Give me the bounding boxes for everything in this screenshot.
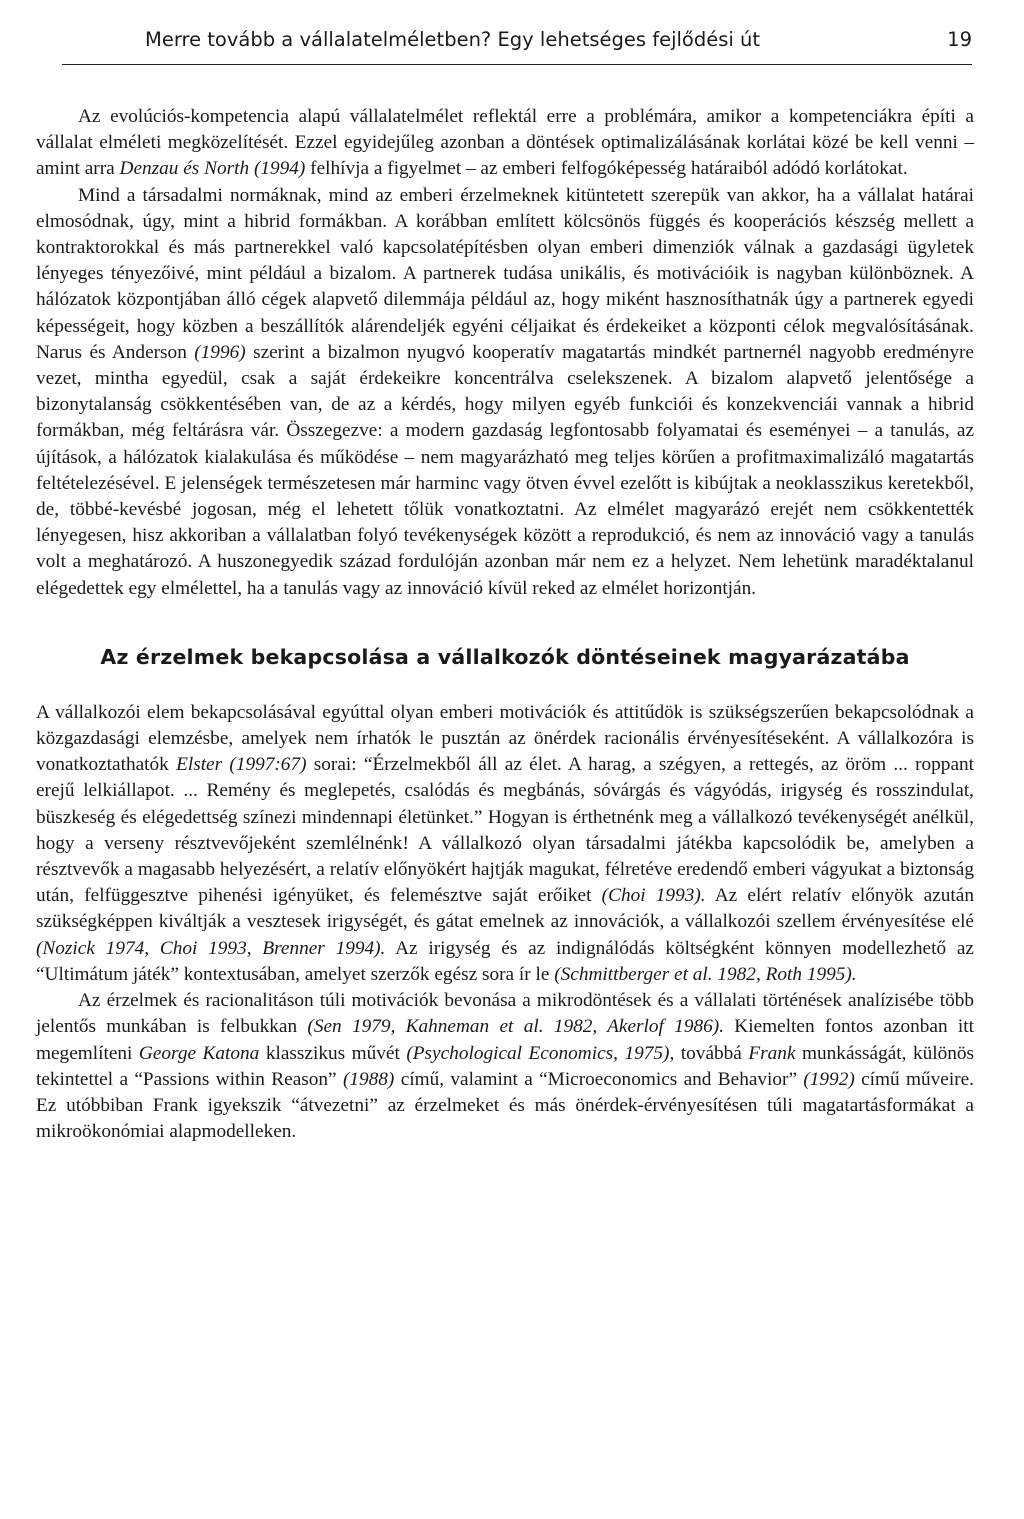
- paragraph-social-norms: [36, 183, 974, 602]
- citation: (1996): [194, 341, 246, 363]
- citation: (1992): [803, 1068, 855, 1090]
- text-run: Az irigység és az indignálódás költségként könnyen modellezhető az “Ultimátum játék” kontextusában, amelyet szerzők egész sora ír le: [36, 937, 974, 985]
- citation: George Katona: [138, 1042, 260, 1064]
- citation: Denzau és North (1994): [119, 158, 306, 180]
- citation: (Choi 1993).: [601, 885, 706, 907]
- paragraph-evolutionary-competence: [36, 104, 974, 183]
- text-run: Az elért relatív előnyök azután szükségképpen kiváltják a vesztesek irigységét, és gátat emelnek az innovációk, a vállalkozói szellem érvényesítése elé: [36, 885, 974, 933]
- text-run: szerint a bizalmon nyugvó kooperatív magatartás mindkét partnernél nagyobb eredményre vezet, mintha egyedül, csak a saját érdekeikre koncentrálva cselekszenek. A bizalom alapvető jelentősége a bizonytalanság csökkentésében van, de az a kérdés, hogy milyen egyéb funkciói és konzekvenciái vannak a hibrid formákban, még feltárásra vár. Összegezve: a modern gazdaság legfontosabb folyamatai és eseményei – a tanulás, az újítások, a hálózatok kialakulása és működése – nem magyarázható meg teljes körűen a profitmaximalizáló magatartás feltételezésével. E jelenségek természetesen már harminc vagy ötven évvel ezelőtt is kibújtak a neoklasszikus keretekből, de, többé-kevésbé jogosan, még el lehetett tőlük vonatkoztatni. Az elmélet magyarázó erejét nem csökkentették lényegesen, hisz akkoriban a vállalatban folyó tevékenységek között a reprodukció, és nem az innováció vagy a tanulás volt a meghatározó. A huszonegyedik század fordulóján azonban már nem ez a helyzet. Nem lehetünk maradéktalanul elégedettek egy elmélettel, ha a tanulás vagy az innováció kívül reked az elmélet horizontján.: [36, 341, 974, 599]
- paragraph-entrepreneur-emotions: [36, 700, 974, 988]
- page-number: 19: [947, 28, 972, 51]
- text-run: Kiemelten fontos azonban itt megemlíteni: [36, 1016, 974, 1064]
- text-run: sorai: “Érzelmekből áll az élet. A harag, a szégyen, a rettegés, az öröm ... roppant erejű lelkiállapot. ... Remény és meglepetés, csalódás és megbánás, sóvárgás és vágyódás, irigység és rosszindulat, büszkeség és elégedettség színezi mindennapi életünket.” Hogyan is érthetnénk meg a vállalkozó tevékenységét anélkül, hogy a verseny résztvevőjeként szemlélnénk! A vállalkozó olyan társadalmi játékba kapcsolódik be, amelyben a résztvevők a magasabb helyezésért, a relatív előnyökért hajtják magukat, félretéve eredendő emberi vágyukat a biztonság után, felfüggesztve pihenési igényüket, és felemésztve saját erőiket: [36, 754, 974, 907]
- running-header: [60, 28, 972, 51]
- running-title: Merre tovább a vállalatelméletben? Egy lehetséges fejlődési út: [145, 28, 761, 51]
- text-run: Az evolúciós-kompetencia alapú vállalatelmélet reflektál erre a problémára, amikor a kompetenciákra építi a vállalat elméleti megközelítését. Ezzel egyidejűleg azonban a döntések optimalizálásának korlátai közé be kell venni – amint arra: [36, 106, 974, 180]
- citation: (1988): [342, 1068, 395, 1090]
- section-heading: Az érzelmek bekapcsolása a vállalkozók döntéseinek magyarázatába: [100, 644, 910, 669]
- text-run: klasszikus művét: [259, 1042, 407, 1064]
- text-run: című, valamint a “Microeconomics and Behavior”: [394, 1068, 804, 1090]
- text-run: Mind a társadalmi normáknak, mind az emberi érzelmeknek kitüntetett szerepük van akkor, ha a vállalat határai elmosódnak, úgy, mint a hibrid formákban. A korábban említett kölcsönös függés és kooperációs készség mellett a kontraktorokkal és más partnerekkel való kapcsolatépítésben olyan emberi dimenziók válnak a gazdasági ügyletek lényeges tényezőivé, mint például a bizalom. A partnerek tudása unikális, és motivációik is nagyban különböznek. A hálózatok központjában álló cégek alapvető dilemmája például az, hogy miként hasznosíthatnák úgy a partnerek egyedi képességeit, hogy közben a beszállítók alárendeljék egyéni céljaikat és érdekeiket a központi célok megvalósításának. Narus és Anderson: [36, 184, 974, 363]
- text-run: című műveire. Ez utóbbiban Frank igyekszik “átvezetni” az érzelmeket és más önérdek-érvényesítésen túli magatartásformákat a mikroökonómiai alapmodelleken.: [36, 1068, 974, 1143]
- text-run: munkásságát, különös tekintettel a “Passions within Reason”: [36, 1042, 975, 1090]
- text-run: A vállalkozói elem bekapcsolásával egyúttal olyan emberi motivációk és attitűdök is szükségszerűen bekapcsolódnak a közgazdasági elemzésbe, amelyek nem írhatók le pusztán az önérdek racionális érvényesítéseként. A vállalkozóra is vonatkoztathatók: [36, 701, 974, 776]
- text-run: Az érzelmek és racionalitáson túli motivációk bevonása a mikrodöntések és a vállalati történések analízisébe több jelentős munkában is felbukkan: [36, 990, 974, 1038]
- citation: (Nozick 1974, Choi 1993, Brenner 1994).: [36, 937, 386, 959]
- citation: Frank: [748, 1042, 796, 1064]
- citation: (Sen 1979, Kahneman et al. 1982, Akerlof 1986).: [307, 1016, 724, 1038]
- text-run: felhívja a figyelmet – az emberi felfogóképesség határaiból adódó korlátokat.: [305, 158, 908, 180]
- paragraph-beyond-rationality: [36, 988, 974, 1145]
- text-run: , továbbá: [669, 1042, 749, 1064]
- citation: (Psychological Economics, 1975): [406, 1042, 670, 1064]
- citation: Elster (1997:67): [176, 754, 307, 776]
- header-rule: [62, 64, 972, 65]
- page-body: [36, 104, 974, 1145]
- citation: (Schmittberger et al. 1982, Roth 1995).: [554, 963, 857, 985]
